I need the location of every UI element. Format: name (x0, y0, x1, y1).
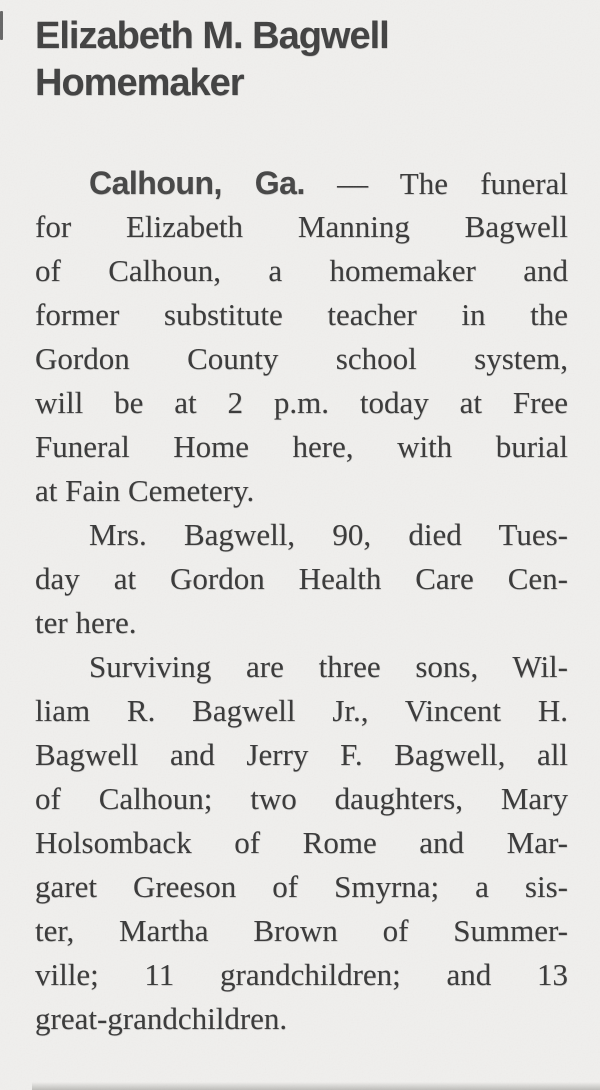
text-line: Surviving are three sons, Wil- (89, 649, 568, 684)
text-line: ter here. (35, 605, 137, 640)
text-line: former substitute teacher in the (35, 297, 568, 332)
text-line: day at Gordon Health Care Cen- (35, 561, 568, 596)
obituary-paragraph-1 (35, 161, 568, 513)
text-line: Holsomback of Rome and Mar- (35, 825, 568, 860)
text-line: Bagwell and Jerry F. Bagwell, all (35, 737, 568, 772)
headline-line-2: Homemaker (35, 62, 244, 104)
text-line: will be at 2 p.m. today at Free (35, 385, 568, 420)
text-line: ter, Martha Brown of Summer- (35, 913, 568, 948)
scan-artifact-left-edge (0, 11, 3, 40)
obituary-paragraph-3 (35, 645, 568, 1041)
article-body (35, 161, 568, 1041)
dateline-line-rest: — The funeral (304, 166, 568, 201)
article-headline (35, 13, 575, 107)
dateline: Calhoun, Ga. (89, 165, 305, 201)
text-line: for Elizabeth Manning Bagwell (35, 209, 568, 244)
dateline-line (35, 161, 568, 205)
text-line: of Calhoun, a homemaker and (35, 253, 568, 288)
text-line: ville; 11 grandchildren; and 13 (35, 957, 568, 992)
text-line: Mrs. Bagwell, 90, died Tues- (89, 517, 568, 552)
text-line: garet Greeson of Smyrna; a sis- (35, 869, 568, 904)
text-line: liam R. Bagwell Jr., Vincent H. (35, 693, 568, 728)
text-line: great-grandchildren. (35, 1001, 288, 1036)
text-line: Funeral Home here, with burial (35, 429, 568, 464)
text-line: at Fain Cemetery. (35, 473, 255, 508)
scan-artifact-bottom (32, 1082, 600, 1090)
text-line: of Calhoun; two daughters, Mary (35, 781, 568, 816)
headline-line-1: Elizabeth M. Bagwell (35, 15, 389, 57)
text-line: Gordon County school system, (35, 341, 568, 376)
obituary-paragraph-2 (35, 513, 568, 645)
